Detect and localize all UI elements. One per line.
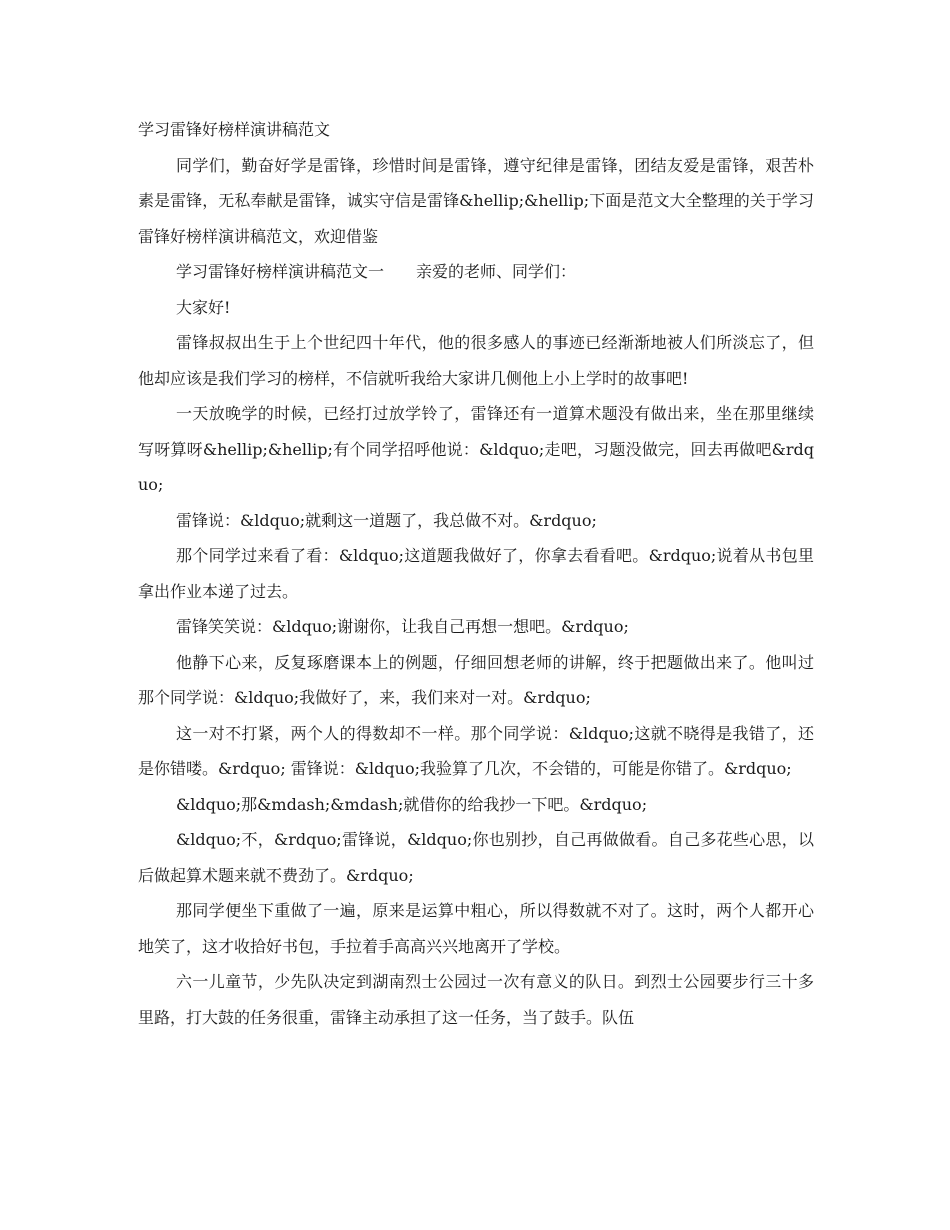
document-title: 学习雷锋好榜样演讲稿范文 bbox=[138, 120, 331, 139]
paragraph-greeting: 大家好! bbox=[176, 297, 231, 317]
paragraph-body: 那同学便坐下重做了一遍，原来是运算中粗心，所以得数就不对了。这时，两个人都开心地笑了，这才收拾好书包，手拉着手高高兴兴地离开了学校。 bbox=[138, 901, 814, 956]
document-page bbox=[138, 112, 814, 1035]
paragraph-body: &ldquo;不，&rdquo;雷锋说，&ldquo;你也别抄，自己再做做看。自己多花些心思，以后做起算术题来就不费劲了。&rdquo; bbox=[138, 830, 814, 885]
paragraph-body: 雷锋笑笑说：&ldquo;谢谢你，让我自己再想一想吧。&rdquo; bbox=[176, 617, 629, 636]
paragraph-speech-heading: 学习雷锋好榜样演讲稿范文一 亲爱的老师、同学们： bbox=[176, 262, 577, 281]
paragraph-body: 雷锋说：&ldquo;就剩这一道题了，我总做不对。&rdquo; bbox=[176, 510, 597, 530]
paragraph-body: 这一对不打紧，两个人的得数却不一样。那个同学说：&ldquo;这就不晓得是我错了，还是你错喽。&rdquo; 雷锋说：&ldquo;我验算了几次，不会错的，可能是你错了。&rdquo; bbox=[138, 723, 814, 778]
paragraph-body: 一天放晚学的时候，已经打过放学铃了，雷锋还有一道算术题没有做出来，坐在那里继续写呀算呀&hellip;&hellip;有个同学招呼他说：&ldquo;走吧，习题没做完，回去再做吧&rdquo; bbox=[138, 404, 814, 494]
paragraph-body: 六一儿童节，少先队决定到湖南烈士公园过一次有意义的队日。到烈士公园要步行三十多里路，打大鼓的任务很重，雷锋主动承担了这一任务，当了鼓手。队伍 bbox=[138, 972, 814, 1027]
paragraph-body: 那个同学过来看了看：&ldquo;这道题我做好了，你拿去看看吧。&rdquo;说着从书包里拿出作业本递了过去。 bbox=[138, 546, 814, 601]
paragraph-body: &ldquo;那&mdash;&mdash;就借你的给我抄一下吧。&rdquo; bbox=[176, 794, 648, 814]
paragraph-body: 雷锋叔叔出生于上个世纪四十年代，他的很多感人的事迹已经渐渐地被人们所淡忘了，但他却应该是我们学习的榜样，不信就听我给大家讲几侧他上小上学时的故事吧! bbox=[138, 333, 814, 388]
paragraph-intro: 同学们，勤奋好学是雷锋，珍惜时间是雷锋，遵守纪律是雷锋，团结友爱是雷锋，艰苦朴素是雷锋，无私奉献是雷锋，诚实守信是雷锋&hellip;&hellip;下面是范文大全整理的关于学习雷锋好榜样演讲稿范文，欢迎借鉴 bbox=[138, 155, 814, 246]
paragraph-body: 他静下心来，反复琢磨课本上的例题，仔细回想老师的讲解，终于把题做出来了。他叫过那个同学说：&ldquo;我做好了，来，我们来对一对。&rdquo; bbox=[138, 652, 814, 707]
